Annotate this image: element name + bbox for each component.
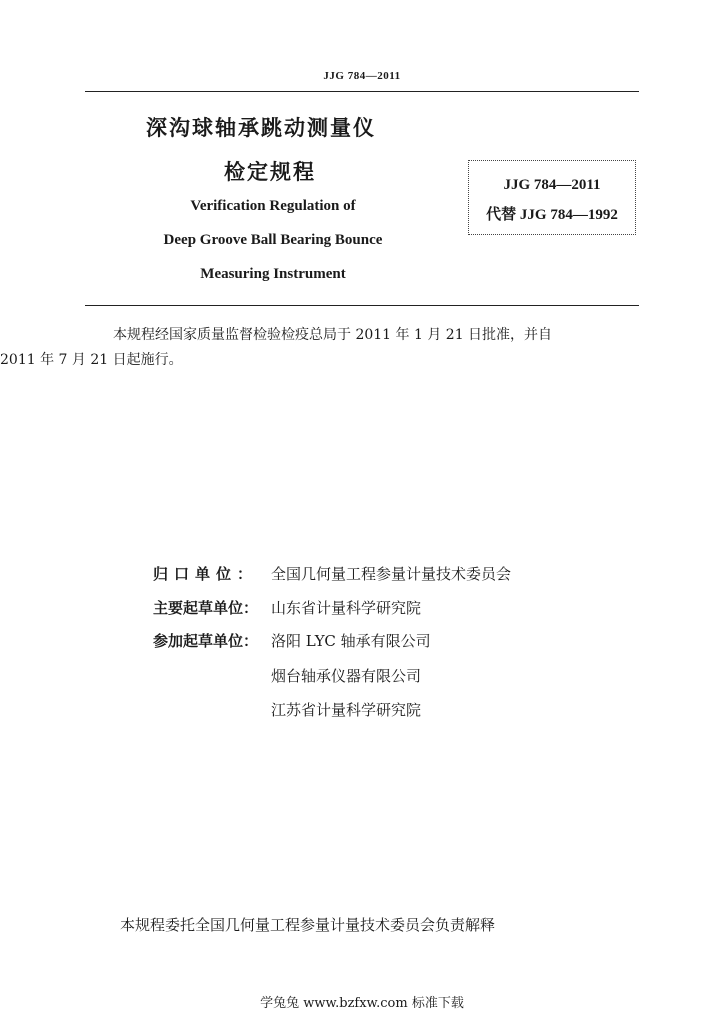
title-cn-line1: 深沟球轴承跳动测量仪: [146, 116, 376, 140]
middle-rule: [85, 305, 639, 306]
title-en-line1: Verification Regulation of: [190, 198, 356, 214]
org-label-main-drafter: 主要起草单位：: [153, 599, 259, 617]
org-value-responsible: 全国几何量工程参量计量技术委员会: [271, 565, 512, 583]
org-label-responsible: 归口单位：: [153, 565, 259, 583]
org-label-participants: 参加起草单位：: [153, 632, 259, 650]
badge-replaces: 代替 JJG 784—1992: [486, 207, 618, 223]
top-rule: [85, 91, 639, 92]
download-watermark: 学兔兔 www.bzfxw.com 标准下载: [260, 996, 464, 1011]
org-participant-3: 江苏省计量科学研究院: [271, 701, 422, 719]
title-en-line3: Measuring Instrument: [200, 266, 346, 282]
badge-code: JJG 784—2011: [503, 177, 601, 193]
interpretation-note: 本规程委托全国几何量工程参量计量技术委员会负责解释: [120, 916, 496, 934]
org-row-responsible: [153, 563, 511, 584]
org-participant-2: 烟台轴承仪器有限公司: [271, 667, 422, 685]
title-cn-line2: 检定规程: [224, 160, 316, 184]
standard-code-badge: [468, 160, 636, 235]
org-participant-1: 洛阳 LYC 轴承有限公司: [271, 632, 431, 650]
approval-paragraph: [0, 323, 639, 373]
approval-line1: 本规程经国家质量监督检验检疫总局于 2011 年 1 月 21 日批准，并自: [113, 327, 553, 343]
title-en-line2: Deep Groove Ball Bearing Bounce: [163, 232, 383, 248]
org-row-main-drafter: [153, 597, 421, 618]
org-row-participants: [153, 630, 431, 651]
approval-line2: 2011 年 7 月 21 日起施行。: [0, 352, 183, 368]
header-standard-code: JJG 784—2011: [323, 70, 401, 82]
org-value-main-drafter: 山东省计量科学研究院: [271, 599, 422, 617]
